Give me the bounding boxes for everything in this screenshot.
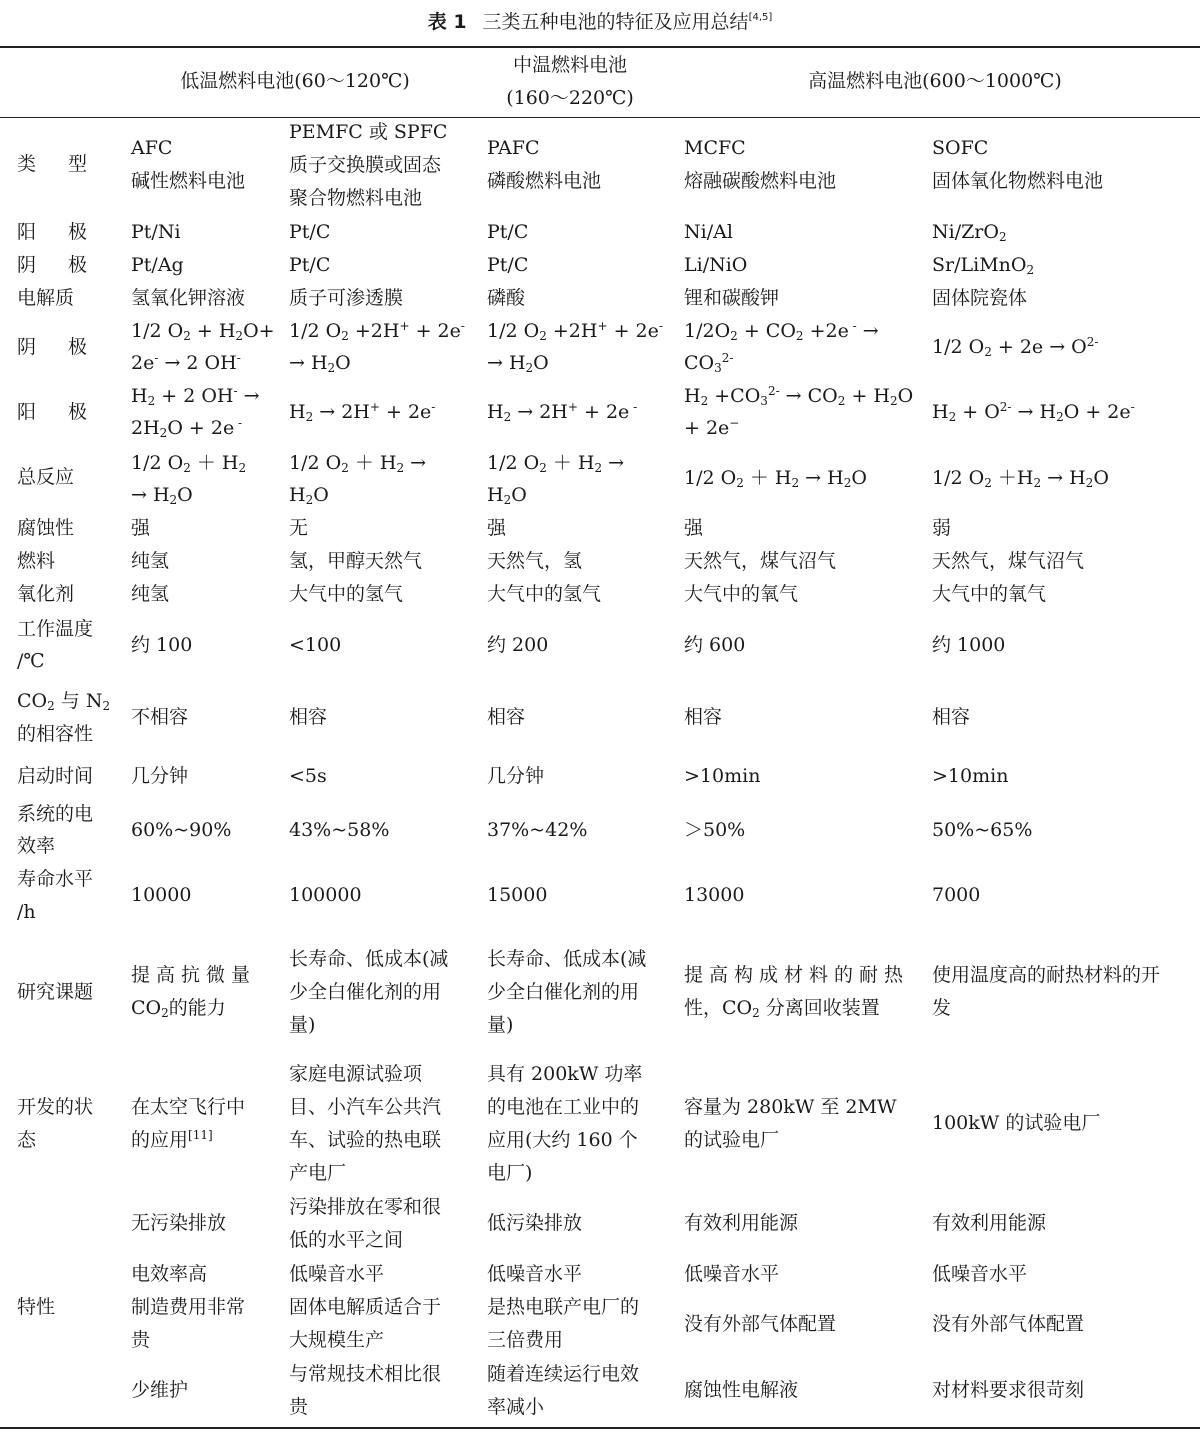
- lifetime-pemfc: 100000: [289, 884, 362, 906]
- research-pafc-2: 少全白催化剂的用: [487, 981, 640, 1003]
- header-mid-temp-line2: (160～220℃): [506, 87, 634, 109]
- cathode-reaction-pemfc-2: → $H_2O$: [289, 352, 351, 375]
- cathode-pafc: Pt/C: [487, 254, 529, 276]
- features-r2-mcfc: 低噪音水平: [684, 1263, 780, 1285]
- features-r3-pemfc-1: 固体电解质适合于: [289, 1296, 442, 1318]
- type-pemfc-name-1: 质子交换膜或固态: [289, 154, 442, 176]
- features-r3-sofc: 没有外部气体配置: [932, 1313, 1085, 1335]
- type-afc-name: 碱性燃料电池: [131, 170, 246, 192]
- total-reaction-pafc-2: $H_2O$: [487, 484, 527, 507]
- startup-pafc: 几分钟: [487, 765, 545, 787]
- efficiency-mcfc: ＞50%: [684, 819, 746, 841]
- research-pemfc-3: 量): [289, 1014, 316, 1036]
- cathode-pemfc: Pt/C: [289, 254, 331, 276]
- oxidant-pemfc: 大气中的氢气: [289, 583, 404, 605]
- research-sofc-1: 使用温度高的耐热材料的开: [932, 964, 1161, 986]
- efficiency-pemfc: 43%~58%: [289, 819, 390, 841]
- efficiency-afc: 60%~90%: [131, 819, 232, 841]
- type-pemfc-name-2: 聚合物燃料电池: [289, 187, 423, 209]
- caption-text: 三类五种电池的特征及应用总结: [482, 11, 749, 33]
- corrosion-sofc: 弱: [932, 517, 952, 539]
- row-label-compat-1: $CO_2$ 与 $N_2$: [17, 690, 111, 713]
- header-mid-temp-line1: 中温燃料电池: [512, 54, 627, 76]
- features-r4-sofc: 对材料要求很苛刻: [932, 1379, 1085, 1401]
- features-r4-pemfc-1: 与常规技术相比很: [289, 1363, 442, 1385]
- type-afc-abbr: AFC: [131, 137, 173, 159]
- corrosion-pemfc: 无: [289, 517, 309, 539]
- type-pemfc-abbr: PEMFC 或 SPFC: [289, 121, 448, 143]
- total-reaction-pemfc-2: $H_2O$: [289, 484, 329, 507]
- row-label-oxidant: 氧化剂: [17, 583, 75, 605]
- features-r1-pafc: 低污染排放: [487, 1212, 583, 1234]
- bottom-rule: [0, 1427, 1200, 1429]
- header-high-temp: 高温燃料电池(600～1000℃): [808, 70, 1062, 92]
- temp-pafc: 约 200: [487, 634, 549, 656]
- lifetime-afc: 10000: [131, 884, 192, 906]
- features-r3-mcfc: 没有外部气体配置: [684, 1313, 837, 1335]
- total-reaction-pemfc-1: 1/2 $O_2 + H_2$ →: [289, 452, 427, 475]
- corrosion-pafc: 强: [487, 517, 507, 539]
- status-sofc: 100kW 的试验电厂: [932, 1112, 1101, 1134]
- anode-reaction-pafc: $H_2 \to 2H^+ + 2e$ -: [487, 400, 638, 424]
- cathode-reaction-pafc-2: → $H_2O$: [487, 352, 549, 375]
- features-r1-pemfc-1: 污染排放在零和很: [289, 1196, 442, 1218]
- row-label-type: 类 型: [17, 153, 101, 175]
- row-label-lifetime-1: 寿命水平: [17, 868, 94, 890]
- features-r2-sofc: 低噪音水平: [932, 1263, 1028, 1285]
- status-pafc-2: 的电池在工业中的: [487, 1096, 640, 1118]
- status-pemfc-3: 车、试验的热电联: [289, 1129, 442, 1151]
- row-label-features: 特性: [17, 1296, 56, 1318]
- row-label-compat-2: 的相容性: [17, 723, 94, 745]
- temp-sofc: 约 1000: [932, 634, 1006, 656]
- header-low-temp: 低温燃料电池(60～120℃): [180, 70, 410, 92]
- status-afc-2: 的应用[11]: [131, 1128, 213, 1151]
- electrolyte-afc: 氢氧化钾溶液: [131, 287, 246, 309]
- cathode-reaction-pemfc-1: 1/2 $O_2 +2H^+ + 2e^-$: [289, 319, 465, 343]
- research-pafc-1: 长寿命、低成本(减: [487, 948, 647, 970]
- cathode-reaction-pafc-1: 1/2 $O_2 +2H^+ + 2e^-$: [487, 319, 663, 343]
- fuel-pemfc: 氢，甲醇天然气: [289, 550, 423, 572]
- row-label-efficiency-1: 系统的电: [17, 803, 94, 825]
- status-pafc-3: 应用(大约 160 个: [487, 1129, 638, 1151]
- features-r3-afc-1: 制造费用非常: [131, 1296, 246, 1318]
- total-reaction-afc-1: 1/2 $O_2 + H_2$: [131, 452, 247, 475]
- status-pemfc-4: 产电厂: [289, 1162, 347, 1184]
- electrolyte-mcfc: 锂和碳酸钾: [684, 287, 780, 309]
- electrolyte-pemfc: 质子可渗透膜: [289, 287, 404, 309]
- corrosion-mcfc: 强: [684, 517, 704, 539]
- row-label-temp-2: /℃: [17, 650, 45, 672]
- compat-sofc: 相容: [932, 706, 971, 728]
- features-r4-pafc-1: 随着连续运行电效: [487, 1363, 640, 1385]
- type-sofc-abbr: SOFC: [932, 137, 989, 159]
- research-afc-1: 提高抗微量: [131, 964, 257, 986]
- total-reaction-afc-2: → $H_2O$: [131, 484, 193, 507]
- startup-afc: 几分钟: [131, 765, 189, 787]
- oxidant-mcfc: 大气中的氧气: [684, 583, 799, 605]
- status-pemfc-1: 家庭电源试验项: [289, 1063, 423, 1085]
- anode-reaction-afc-1: $H_2 + 2$ OH- →: [131, 384, 260, 408]
- row-label-total-reaction: 总反应: [17, 466, 75, 488]
- row-label-cathode-reaction: 阴 极: [17, 336, 101, 358]
- features-r1-afc: 无污染排放: [131, 1212, 227, 1234]
- features-r1-pemfc-2: 低的水平之间: [289, 1229, 404, 1251]
- status-afc-1: 在太空飞行中: [131, 1096, 246, 1118]
- research-mcfc-1: 提高构成材料的耐热: [684, 964, 910, 986]
- anode-pemfc: Pt/C: [289, 221, 331, 243]
- temp-afc: 约 100: [131, 634, 193, 656]
- features-r2-pafc: 低噪音水平: [487, 1263, 583, 1285]
- corrosion-afc: 强: [131, 517, 151, 539]
- compat-mcfc: 相容: [684, 706, 723, 728]
- compat-afc: 不相容: [131, 706, 189, 728]
- electrolyte-pafc: 磷酸: [487, 287, 526, 309]
- electrolyte-sofc: 固体院瓷体: [932, 287, 1028, 309]
- features-r4-pafc-2: 率减小: [487, 1396, 545, 1418]
- anode-pafc: Pt/C: [487, 221, 529, 243]
- type-mcfc-name: 熔融碳酸燃料电池: [684, 170, 837, 192]
- features-r3-pafc-1: 是热电联产电厂的: [487, 1296, 640, 1318]
- anode-mcfc: Ni/Al: [684, 221, 733, 243]
- features-r1-sofc: 有效利用能源: [932, 1212, 1047, 1234]
- lifetime-sofc: 7000: [932, 884, 981, 906]
- row-label-fuel: 燃料: [17, 550, 56, 572]
- caption-ref: [4,5]: [748, 12, 773, 23]
- research-pemfc-2: 少全白催化剂的用: [289, 981, 442, 1003]
- type-pafc-abbr: PAFC: [487, 137, 540, 159]
- features-r3-afc-2: 贵: [131, 1329, 151, 1351]
- features-r4-afc: 少维护: [131, 1379, 189, 1401]
- cathode-mcfc: Li/NiO: [684, 254, 748, 276]
- startup-sofc: >10min: [932, 765, 1009, 787]
- row-label-efficiency-2: 效率: [17, 835, 56, 857]
- research-pafc-3: 量): [487, 1014, 514, 1036]
- features-r3-pemfc-2: 大规模生产: [289, 1329, 385, 1351]
- status-pafc-4: 电厂): [487, 1162, 533, 1184]
- row-label-electrolyte: 电解质: [17, 287, 75, 309]
- research-sofc-2: 发: [932, 997, 952, 1019]
- row-label-status-1: 开发的状: [17, 1096, 94, 1118]
- total-reaction-pafc-1: 1/2 $O_2 + H_2$ →: [487, 452, 625, 475]
- row-label-lifetime-2: /h: [17, 901, 36, 923]
- compat-pemfc: 相容: [289, 706, 328, 728]
- features-r2-afc: 电效率高: [131, 1263, 208, 1285]
- row-label-cathode: 阴 极: [17, 254, 101, 276]
- cathode-reaction-sofc: 1/2 $O_2 + 2e \to O^{2-}$: [932, 335, 1099, 359]
- cathode-reaction-afc-2: 2e- → 2 OH-: [131, 351, 241, 374]
- anode-reaction-mcfc-1: $H_2 +CO_3^{2-} \to CO_2 + H_2O$: [684, 384, 914, 408]
- header-rule: [0, 117, 1200, 118]
- cathode-reaction-mcfc-2: $CO_3^{2-}$: [684, 351, 734, 375]
- status-mcfc-2: 的试验电厂: [684, 1129, 780, 1151]
- fuel-mcfc: 天然气，煤气沼气: [684, 550, 837, 572]
- row-label-temp-1: 工作温度: [17, 618, 94, 640]
- type-mcfc-abbr: MCFC: [684, 137, 746, 159]
- features-r4-mcfc: 腐蚀性电解液: [684, 1379, 799, 1401]
- lifetime-mcfc: 13000: [684, 884, 745, 906]
- type-sofc-name: 固体氧化物燃料电池: [932, 170, 1104, 192]
- table-caption: [0, 10, 1200, 34]
- status-mcfc-1: 容量为 280kW 至 2MW: [684, 1096, 897, 1118]
- anode-reaction-afc-2: $2H_2O + 2e$ -: [131, 416, 243, 440]
- research-mcfc-2: 性，$CO_2$ 分离回收装置: [684, 997, 880, 1020]
- fuel-afc: 纯氢: [131, 550, 170, 572]
- efficiency-pafc: 37%~42%: [487, 819, 588, 841]
- oxidant-pafc: 大气中的氢气: [487, 583, 602, 605]
- compat-pafc: 相容: [487, 706, 526, 728]
- features-r4-pemfc-2: 贵: [289, 1396, 309, 1418]
- features-r1-mcfc: 有效利用能源: [684, 1212, 799, 1234]
- temp-pemfc: <100: [289, 634, 342, 656]
- features-r3-pafc-2: 三倍费用: [487, 1329, 564, 1351]
- top-rule: [0, 46, 1200, 48]
- cathode-reaction-afc-1: 1/2 $O_2 + H_2O+$: [131, 320, 275, 343]
- status-pafc-1: 具有 200kW 功率: [487, 1063, 643, 1085]
- startup-mcfc: >10min: [684, 765, 761, 787]
- research-afc-2: $CO_2$的能力: [131, 997, 226, 1020]
- oxidant-afc: 纯氢: [131, 583, 170, 605]
- anode-reaction-pemfc: $H_2 \to 2H^+ + 2e^-$: [289, 400, 436, 424]
- row-label-anode-reaction: 阳 极: [17, 401, 101, 423]
- features-r2-pemfc: 低噪音水平: [289, 1263, 385, 1285]
- anode-reaction-mcfc-2: + 2e−: [684, 416, 740, 439]
- status-pemfc-2: 目、小汽车公共汽: [289, 1096, 442, 1118]
- fuel-sofc: 天然气，煤气沼气: [932, 550, 1085, 572]
- cathode-sofc: Sr/LiMnO$_2$: [932, 254, 1035, 277]
- anode-reaction-sofc: $H_2 + O^{2-} \to H_2O + 2e^-$: [932, 400, 1135, 424]
- anode-afc: Pt/Ni: [131, 221, 181, 243]
- cathode-reaction-mcfc-1: $1/2O_2 + CO_2 +2e$ - →: [684, 319, 879, 343]
- row-label-research: 研究课题: [17, 981, 94, 1003]
- efficiency-sofc: 50%~65%: [932, 819, 1033, 841]
- lifetime-pafc: 15000: [487, 884, 548, 906]
- row-label-anode: 阳 极: [17, 221, 101, 243]
- cathode-afc: Pt/Ag: [131, 254, 184, 276]
- fuel-pafc: 天然气，氢: [487, 550, 583, 572]
- startup-pemfc: <5s: [289, 765, 327, 787]
- row-label-corrosion: 腐蚀性: [17, 517, 75, 539]
- row-label-status-2: 态: [17, 1129, 37, 1151]
- oxidant-sofc: 大气中的氧气: [932, 583, 1047, 605]
- temp-mcfc: 约 600: [684, 634, 746, 656]
- anode-sofc: Ni/ZrO$_2$: [932, 221, 1007, 244]
- caption-label: 表 1: [427, 11, 467, 33]
- total-reaction-mcfc: 1/2 $O_2 + H_2 \to H_2O$: [684, 467, 867, 490]
- type-pafc-name: 磷酸燃料电池: [487, 170, 602, 192]
- total-reaction-sofc: 1/2 $O_2 +H_2 \to H_2O$: [932, 467, 1109, 490]
- research-pemfc-1: 长寿命、低成本(减: [289, 948, 449, 970]
- row-label-startup: 启动时间: [17, 765, 94, 787]
